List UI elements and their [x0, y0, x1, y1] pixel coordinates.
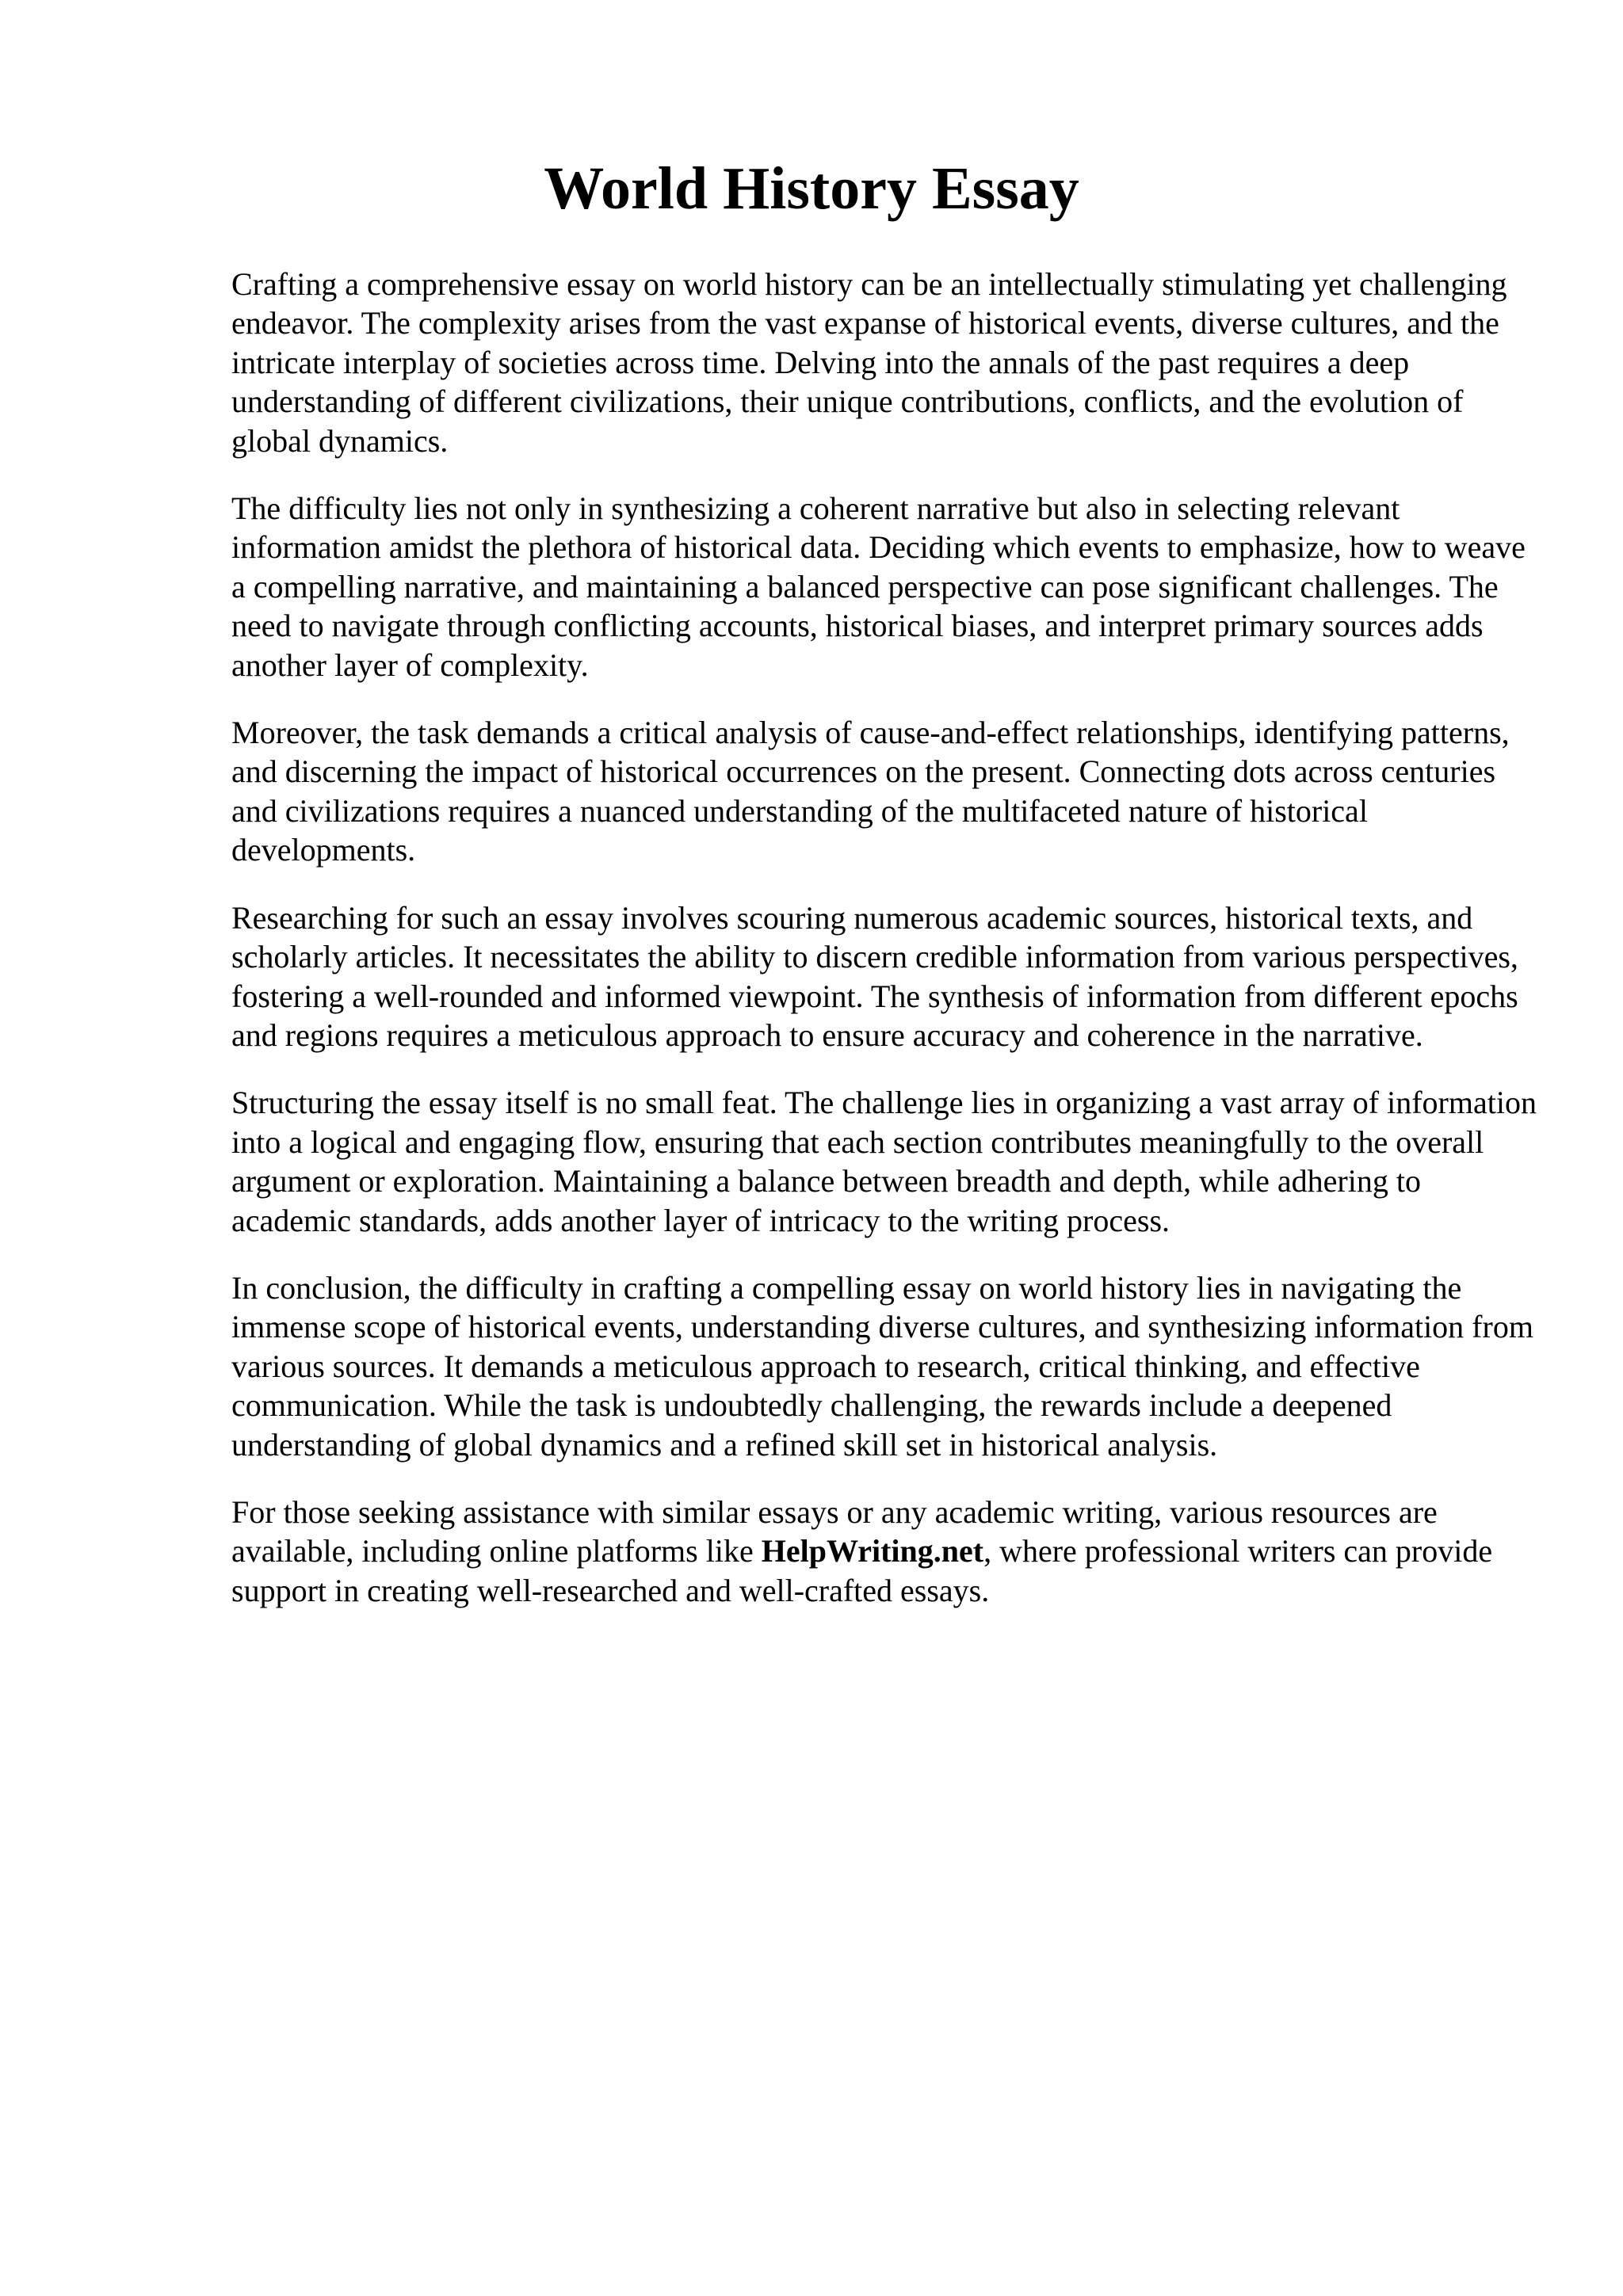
paragraph-intro: Crafting a comprehensive essay on world history can be an intellectually stimulating yet challenging endeavor. The complexity arises from the vast expanse of historical events, diverse cultures, and the intricate interplay of societies across time. Delving into the annals of the past requires a deep understanding of different civilizations, their unique contributions, conflicts, and the evolution of global dynamics. — [231, 266, 1507, 459]
essay-body — [231, 265, 1547, 1638]
closing-text-after: , where professional writers can provide support in creating well-researched and well-crafted essays. — [231, 1533, 1493, 1608]
paragraph-closing — [231, 1493, 1547, 1610]
paragraph-research: Researching for such an essay involves scouring numerous academic sources, historical texts, and scholarly articles. It necessitates the ability to discern credible information from various perspectives, fostering a well-rounded and informed viewpoint. The synthesis of information from different epochs and regions requires a meticulous approach to ensure accuracy and coherence in the narrative. — [231, 899, 1518, 1053]
paragraph-difficulty: The difficulty lies not only in synthesizing a coherent narrative but also in selecting relevant information amidst the plethora of historical data. Deciding which events to emphasize, how to weave a compelling narrative, and maintaining a balanced perspective can pose significant challenges. The need to navigate through conflicting accounts, historical biases, and interpret primary sources adds another layer of complexity. — [231, 490, 1526, 683]
closing-text-before: For those seeking assistance with similar essays or any academic writing, various resources are available, including online platforms like — [231, 1493, 1438, 1569]
paragraph-analysis: Moreover, the task demands a critical analysis of cause-and-effect relationships, identifying patterns, and discerning the impact of historical occurrences on the present. Connecting dots across centuries and civilizations requires a nuanced understanding of the multifaceted nature of historical developments. — [231, 715, 1510, 868]
brand-link[interactable]: HelpWriting.net — [761, 1533, 984, 1569]
paragraph-structure: Structuring the essay itself is no small feat. The challenge lies in organizing a vast array of information into a logical and engaging flow, ensuring that each section contributes meaningfully to the overall argument or exploration. Maintaining a balance between breadth and depth, while adhering to academic standards, adds another layer of intricacy to the writing process. — [231, 1085, 1537, 1238]
document-title: World History Essay — [544, 155, 1079, 222]
paragraph-conclusion: In conclusion, the difficulty in crafting a compelling essay on world history lies in navigating the immense scope of historical events, understanding diverse cultures, and synthesizing information from various sources. It demands a meticulous approach to research, critical thinking, and effective communication. While the task is undoubtedly challenging, the rewards include a deepened understanding of global dynamics and a refined skill set in historical analysis. — [231, 1269, 1533, 1463]
